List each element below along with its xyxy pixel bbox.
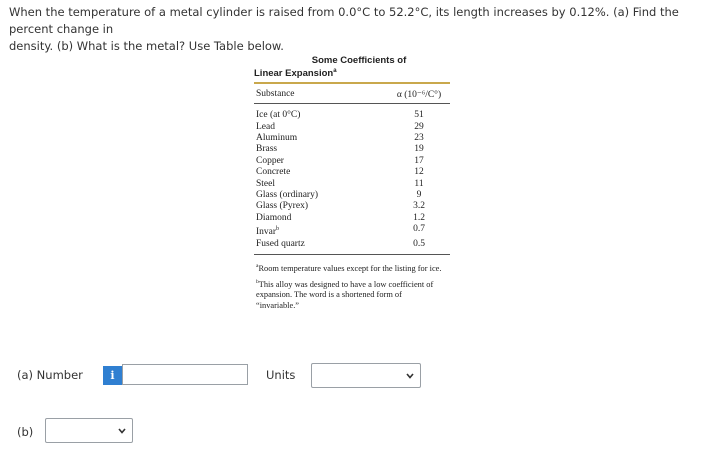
table-row	[254, 179, 450, 190]
substance-cell: Concrete	[256, 167, 291, 178]
alpha-value-cell: 12	[414, 167, 424, 178]
table-title-line-1: Some Coefficients of	[311, 55, 407, 66]
part-b-label: (b)	[17, 425, 34, 439]
table-row	[254, 224, 450, 239]
substance-cell: Diamond	[256, 212, 292, 223]
question-line-2: density. (b) What is the metal? Use Table below.	[9, 39, 284, 53]
substance-cell: Brass	[256, 144, 278, 155]
column-header-alpha: α (10⁻⁶/C°)	[396, 90, 442, 101]
alpha-value-cell: 19	[414, 144, 424, 155]
substance-cell: Glass (ordinary)	[256, 190, 318, 200]
table-row	[254, 167, 450, 178]
number-input[interactable]	[122, 364, 248, 385]
table-footnotes	[254, 255, 450, 312]
table-row	[254, 156, 450, 167]
substance-cell: Invar$^b$	[256, 226, 280, 238]
substance-cell: Ice (at 0°C)	[256, 110, 301, 121]
alpha-value-cell: 0.7	[413, 224, 425, 235]
table-row	[254, 144, 450, 155]
table-row	[254, 213, 450, 224]
table-row	[254, 190, 450, 201]
chevron-down-icon	[406, 371, 414, 381]
alpha-value-cell: 9	[416, 190, 422, 200]
table-row	[254, 201, 450, 212]
substance-cell: Lead	[256, 121, 275, 132]
alpha-value-cell: 51	[414, 110, 424, 121]
footnote-b: $^b$This alloy was designed to have a low coefficient of expansion. The word is a shortened form of “invariable.”	[256, 278, 434, 311]
units-select[interactable]	[311, 363, 421, 388]
table-row	[254, 133, 450, 144]
table-title-footnote-mark: a	[333, 68, 337, 74]
substance-cell: Aluminum	[256, 132, 298, 143]
alpha-value-cell: 11	[414, 178, 424, 189]
table-title	[254, 55, 450, 79]
chevron-down-icon	[118, 426, 126, 436]
table-header	[254, 84, 450, 103]
metal-select[interactable]	[45, 418, 133, 443]
substance-cell: Fused quartz	[256, 238, 305, 249]
table-row	[254, 239, 450, 250]
alpha-value-cell: 0.5	[413, 238, 425, 249]
question-line-1: When the temperature of a metal cylinder is raised from 0.0°C to 52.2°C, its length increases by 0.12%. (a) Find the percent change in	[9, 5, 679, 36]
substance-cell: Steel	[256, 178, 275, 189]
question-text	[9, 4, 715, 55]
substance-cell: Glass (Pyrex)	[256, 201, 308, 212]
alpha-value-cell: 17	[414, 155, 424, 166]
alpha-value-cell: 23	[414, 132, 424, 143]
table-row	[254, 122, 450, 133]
info-icon[interactable]: i	[103, 366, 122, 385]
table-row	[254, 110, 450, 121]
table-body	[254, 104, 450, 250]
part-a-label: (a) Number	[17, 368, 83, 382]
alpha-value-cell: 1.2	[413, 212, 425, 223]
alpha-value-cell: 3.2	[413, 201, 425, 212]
expansion-coefficients-table	[254, 55, 450, 314]
footnote-a: $^a$Room temperature values except for the listing for ice.	[256, 263, 442, 273]
table-title-line-2: Linear Expansion	[254, 68, 334, 80]
substance-cell: Copper	[256, 155, 284, 166]
units-label: Units	[266, 368, 296, 382]
alpha-value-cell: 29	[414, 121, 424, 132]
column-header-substance: Substance	[256, 89, 295, 100]
